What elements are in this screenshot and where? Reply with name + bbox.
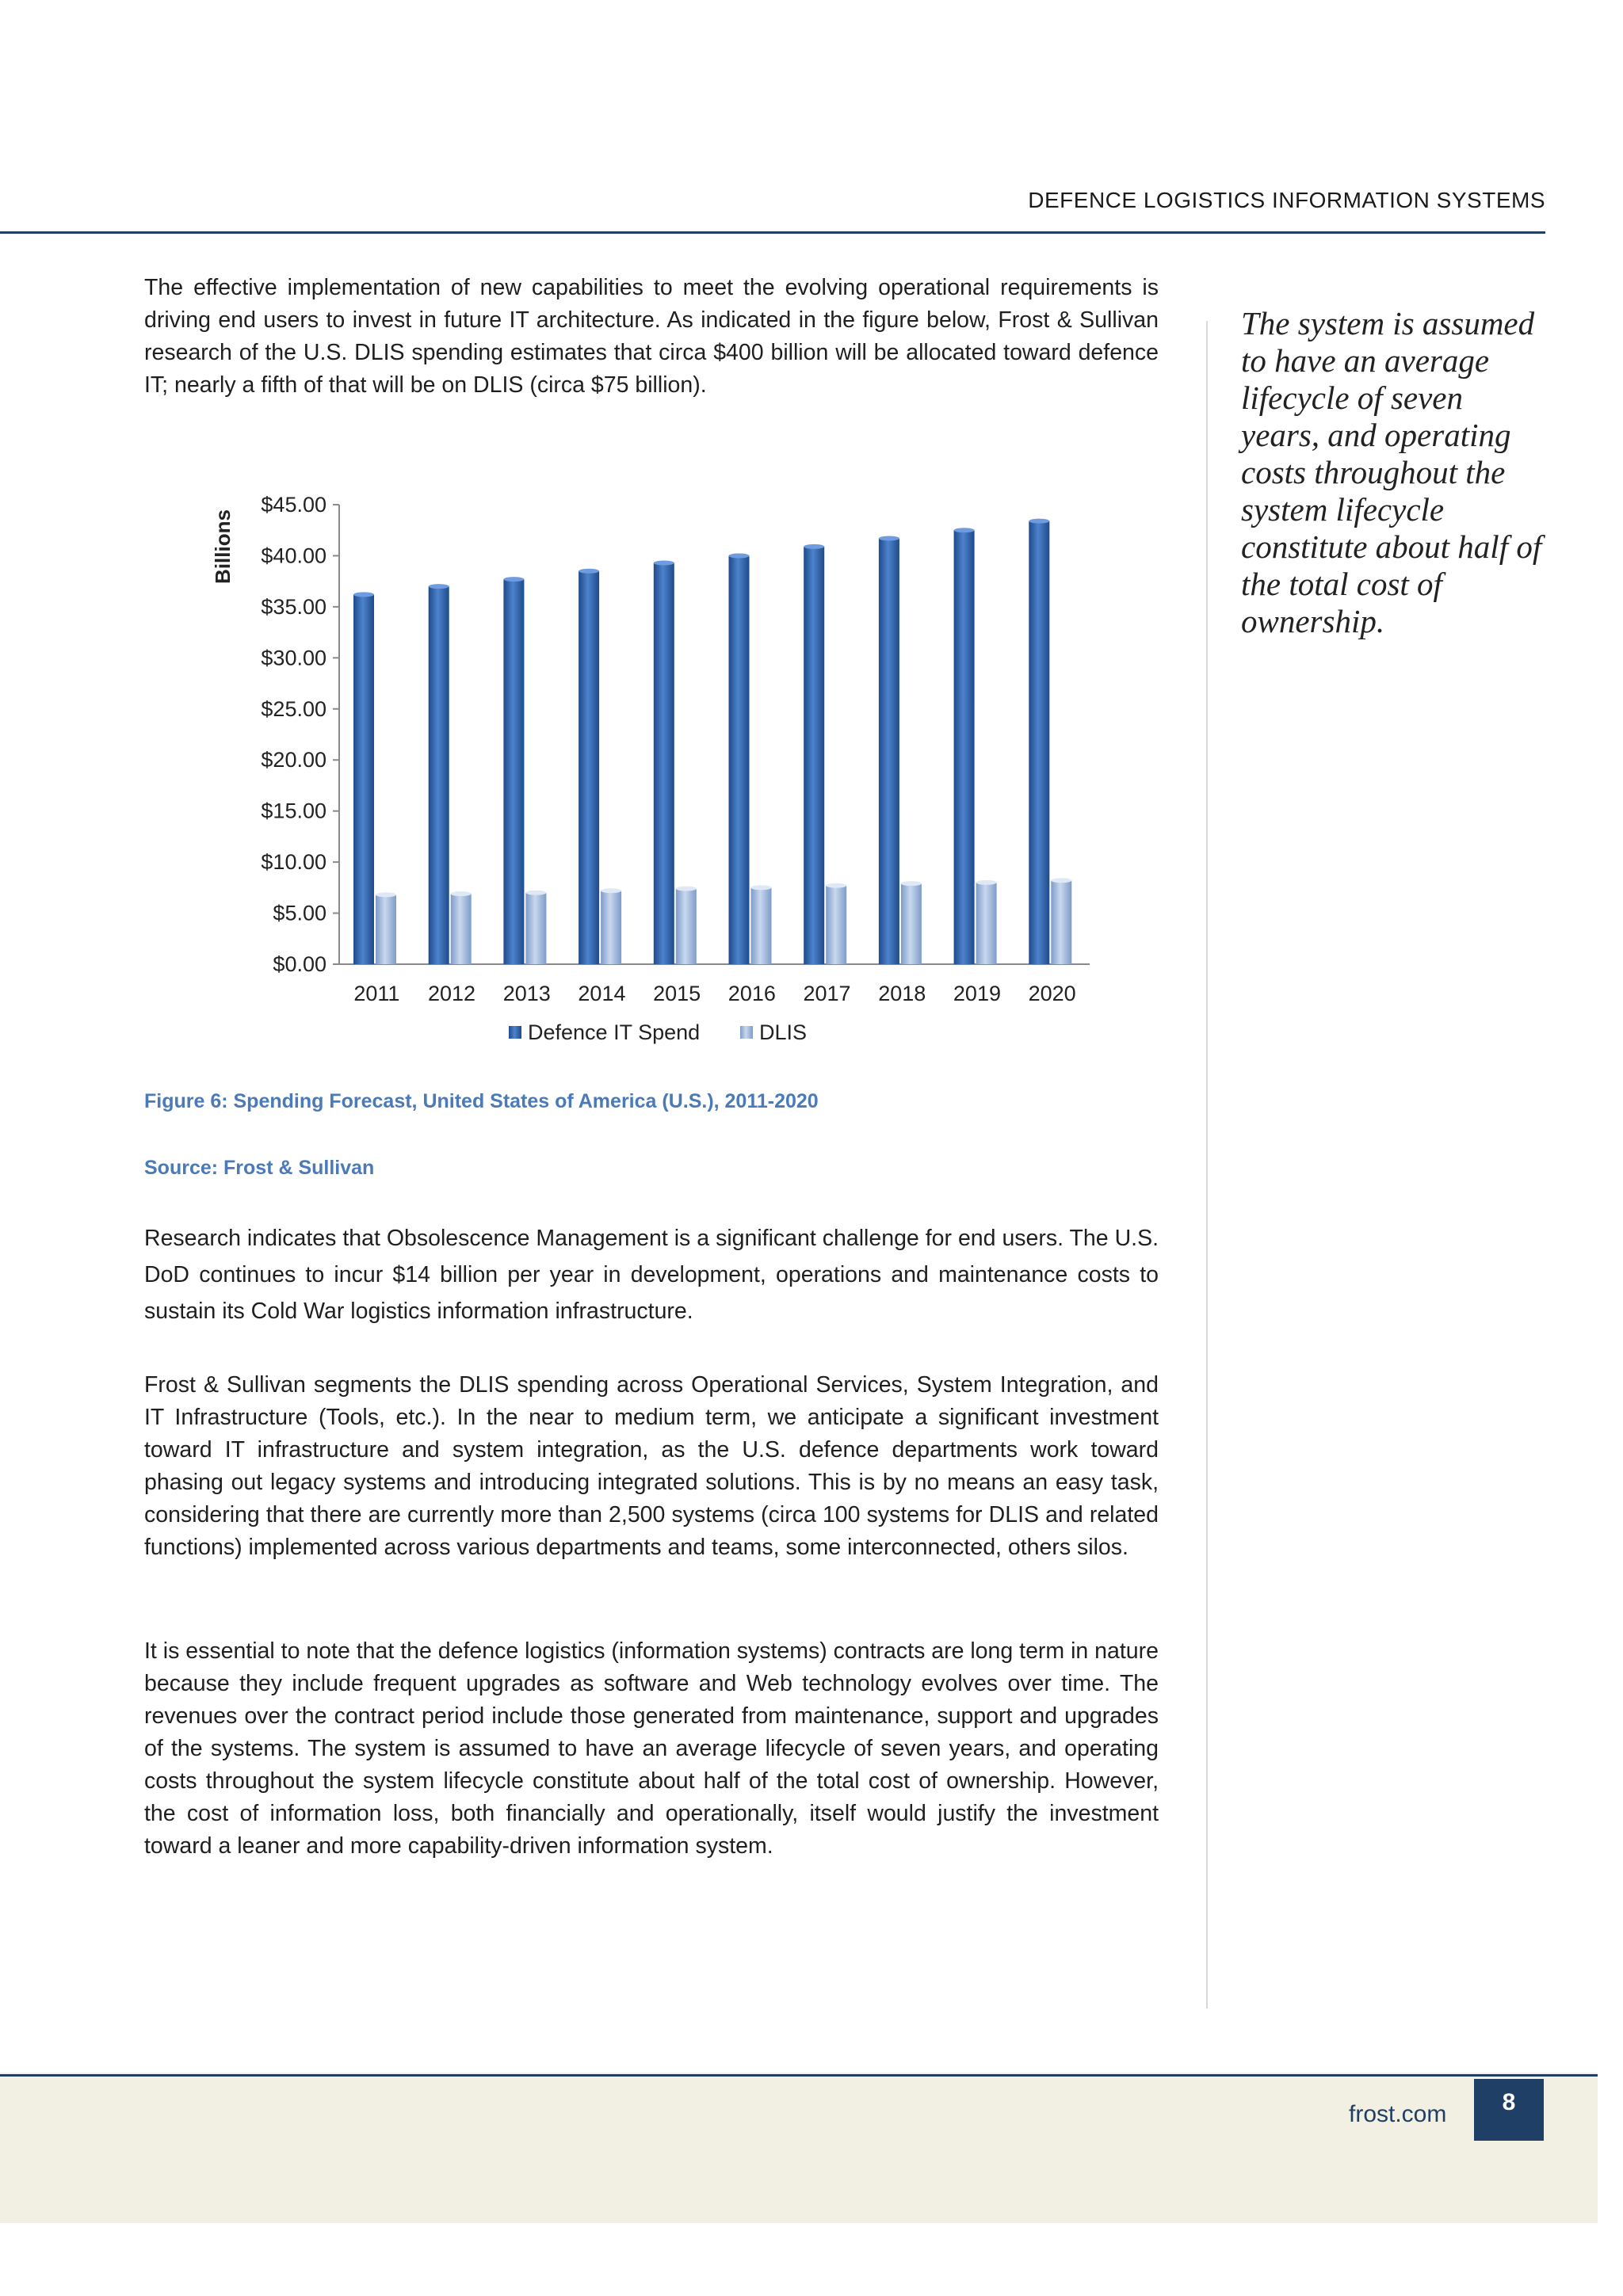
obsolescence-paragraph: Research indicates that Obsolescence Management is a significant challenge for end users. The U.S. DoD continues to incur $14 billion per year in development, operations and maintenance costs to sustain its Cold War logistics information infrastructure. [144,1226,1159,1324]
sidebar-divider [1206,321,1208,2008]
bar-dlis-2012 [451,894,472,964]
x-tick-label: 2012 [428,982,476,1005]
y-tick-label: $0.00 [273,952,327,976]
bar-cap [654,560,674,565]
x-tick-label: 2016 [727,982,776,1005]
x-tick-label: 2011 [353,982,400,1005]
bar-cap [976,880,997,885]
bar-cap [1051,878,1071,883]
bar-defence-it-2017 [804,547,824,964]
x-tick-label: 2017 [803,982,851,1005]
bar-dlis-2015 [676,889,697,964]
bar-dlis-2013 [525,893,546,964]
header-rule [0,231,1545,234]
bar-dlis-2011 [376,894,396,964]
bar-cap [503,577,524,582]
y-tick-label: $25.00 [261,696,327,721]
bar-defence-it-2012 [429,586,449,964]
y-tick-label: $5.00 [273,901,327,925]
bar-dlis-2018 [901,883,922,964]
bar-defence-it-2018 [879,539,899,964]
y-tick-label: $30.00 [261,646,327,670]
y-tick-label: $15.00 [261,799,327,823]
bar-cap [901,881,922,886]
y-tick-label: $40.00 [261,543,327,568]
bar-cap [451,891,472,896]
bar-dlis-2014 [601,891,621,964]
x-tick-label: 2013 [502,982,551,1005]
bar-defence-it-2011 [353,594,374,964]
bar-dlis-2017 [826,886,846,964]
bar-cap [826,883,846,888]
x-tick-label: 2014 [578,982,626,1005]
footer-site-link[interactable]: frost.com [1349,2101,1447,2127]
contracts-paragraph: It is essential to note that the defence logistics (information systems) contracts are long term in nature because they include frequent upgrades as software and Web technology evolves over time. The revenues over the contract period include those generated from maintenance, support and upgrades of the systems. The system is assumed to have an average lifecycle of seven years, and operating costs throughout the system lifecycle constitute about half of the total cost of ownership. However, the cost of information loss, both financially and operationally, itself would justify the investment toward a leaner and more capability-driven information system. [144,1638,1159,1859]
legend-label: Defence IT Spend [528,1020,701,1044]
spending-chart [143,479,1173,1066]
y-tick-label: $35.00 [261,594,327,619]
x-tick-label: 2019 [953,982,1001,1005]
pull-quote: The system is assumed to have an average lifecycle of seven years, and operating costs throughout the system lifecycle constitute about half of the total cost of ownership. [1241,305,1542,639]
y-axis-title: Billions [211,509,235,584]
bar-cap [601,888,621,893]
legend-swatch [740,1026,753,1039]
bar-defence-it-2013 [503,579,524,964]
bar-cap [676,887,697,891]
y-tick-label: $20.00 [261,748,327,772]
bar-defence-it-2014 [579,571,599,964]
bar-defence-it-2020 [1029,521,1049,964]
bar-cap [579,569,599,574]
footer-band [0,2073,1598,2223]
bar-cap [353,592,374,597]
bar-cap [525,891,546,895]
x-tick-label: 2015 [653,982,701,1005]
bar-cap [879,536,899,541]
figure-source: Source: Frost & Sullivan [144,1157,375,1179]
y-tick-label: $10.00 [261,850,327,875]
bar-cap [1029,519,1049,524]
bar-cap [954,528,975,532]
bar-cap [729,553,750,558]
bar-defence-it-2019 [954,530,975,964]
bar-cap [376,892,396,897]
bar-defence-it-2016 [729,555,750,964]
chart-svg [143,479,1173,1066]
page-number: 8 [1474,2079,1544,2141]
bar-cap [804,544,824,549]
intro-paragraph: The effective implementation of new capabilities to meet the evolving operational requirements is driving end users to invest in future IT architecture. As indicated in the figure below, Frost & Sullivan research of the U.S. DLIS spending estimates that circa $400 billion will be allocated toward defence IT; nearly a fifth of that will be on DLIS (circa $75 billion). [144,275,1159,398]
footer-rule [0,2074,1598,2077]
running-header: DEFENCE LOGISTICS INFORMATION SYSTEMS [1028,188,1545,212]
bar-defence-it-2015 [654,563,674,964]
segments-paragraph: Frost & Sullivan segments the DLIS spending across Operational Services, System Integration, and IT Infrastructure (Tools, etc.). In the near to medium term, we anticipate a significant investment toward IT infrastructure and system integration, as the U.S. defence departments work toward phasing out legacy systems and introducing integrated solutions. This is by no means an easy task, considering that there are currently more than 2,500 systems (circa 100 systems for DLIS and related functions) implemented across various departments and teams, some interconnected, others silos. [144,1372,1159,1560]
x-tick-label: 2018 [878,982,926,1005]
y-tick-label: $45.00 [261,493,327,517]
legend-swatch [509,1026,521,1039]
bar-cap [429,584,449,589]
bar-cap [751,885,772,890]
legend-label: DLIS [759,1020,808,1044]
x-tick-label: 2020 [1028,982,1076,1005]
bar-dlis-2016 [751,887,772,964]
bar-dlis-2019 [976,883,997,964]
bar-dlis-2020 [1051,880,1071,964]
figure-caption: Figure 6: Spending Forecast, United States of America (U.S.), 2011-2020 [144,1090,819,1112]
